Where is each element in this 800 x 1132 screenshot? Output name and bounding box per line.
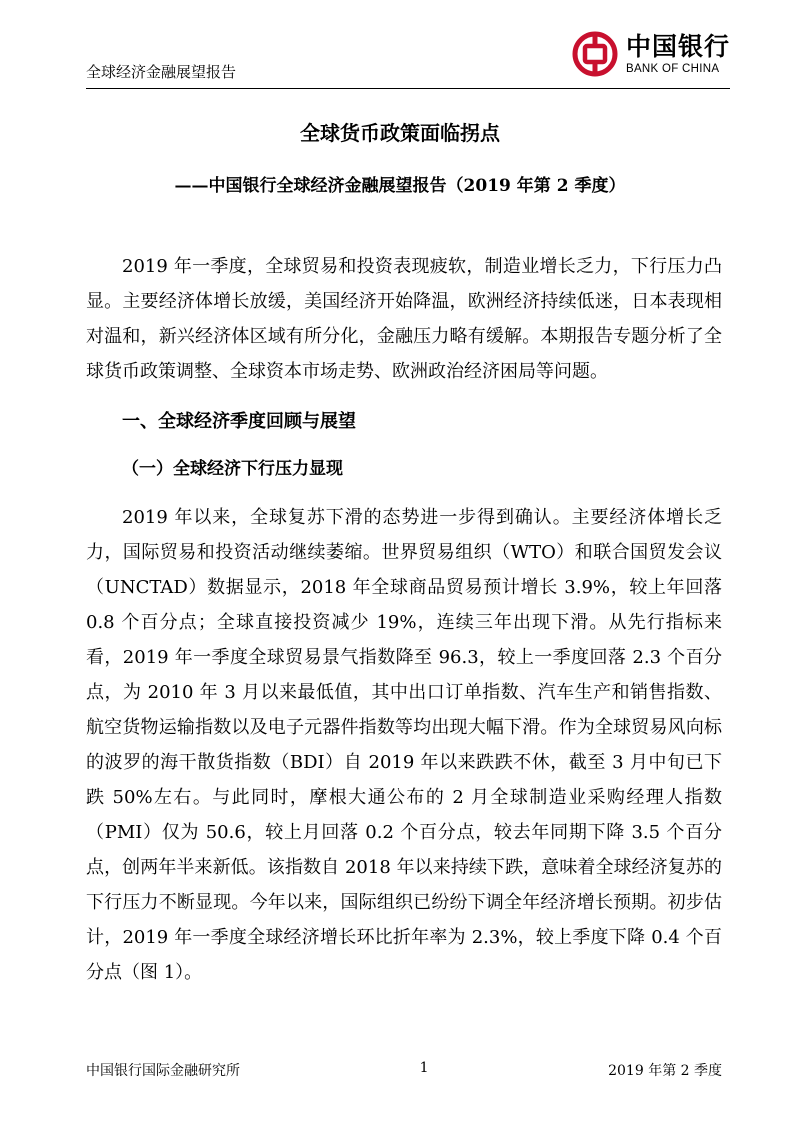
bank-of-china-logo-icon [572, 31, 618, 77]
logo-english-name: BANK OF CHINA [625, 63, 720, 75]
bank-logo [572, 26, 730, 82]
header-report-title: 全球经济金融展望报告 [86, 63, 237, 81]
footer-period: 2019 年第 2 季度 [608, 1063, 722, 1079]
subsection-heading: （一）全球经济下行压力显现 [122, 459, 343, 479]
page-number: 1 [419, 1060, 429, 1076]
footer-institute: 中国银行国际金融研究所 [86, 1063, 240, 1079]
document-body [86, 249, 722, 990]
subsection-paragraph: 2019 年以来，全球复苏下滑的态势进一步得到确认。主要经济体增长乏力，国际贸易和投资活动继续萎缩。世界贸易组织（WTO）和联合国贸发会议（UNCTAD）数据显示，2018 年全球商品贸易预计增长 3.9%，较上年回落 0.8 个百分点；全球直接投资减少 19%，连续三年出现下滑。从先行指标来看，2019 年一季度全球贸易景气指数降至 96.3，较上一季度回落 2.3 个百分点，为 2010 年 3 月以来最低值，其中出口订单指数、汽车生产和销售指数、航空货物运输指数以及电子元器件指数等均出现大幅下滑。作为全球贸易风向标的波罗的海干散货指数（BDI）自 2019 年以来跌跌不休，截至 3 月中旬已下跌 50%左右。与此同时，摩根大通公布的 2 月全球制造业采购经理人指数（PMI）仅为 50.6，较上月回落 0.2 个百分点，较去年同期下降 3.5 个百分点，创两年半来新低。该指数自 2018 年以来持续下跌，意味着全球经济复苏的下行压力不断显现。今年以来，国际组织已纷纷下调全年经济增长预期。初步估计，2019 年一季度全球经济增长环比折年率为 2.3%，较上季度下降 0.4 个百分点（图 1）。 [86, 507, 722, 983]
document-subtitle: ——中国银行全球经济金融展望报告（2019 年第 2 季度） [174, 176, 626, 196]
intro-paragraph: 2019 年一季度，全球贸易和投资表现疲软，制造业增长乏力，下行压力凸显。主要经济体增长放缓，美国经济开始降温，欧洲经济持续低迷，日本表现相对温和，新兴经济体区域有所分化，金融压力略有缓解。本期报告专题分析了全球货币政策调整、全球资本市场走势、欧洲政治经济困局等问题。 [86, 256, 722, 382]
document-title: 全球货币政策面临拐点 [300, 121, 500, 145]
page-footer [86, 1060, 722, 1080]
section-heading: 一、全球经济季度回顾与展望 [122, 411, 356, 432]
page-header [86, 22, 730, 89]
logo-chinese-name: 中国银行 [625, 32, 730, 61]
